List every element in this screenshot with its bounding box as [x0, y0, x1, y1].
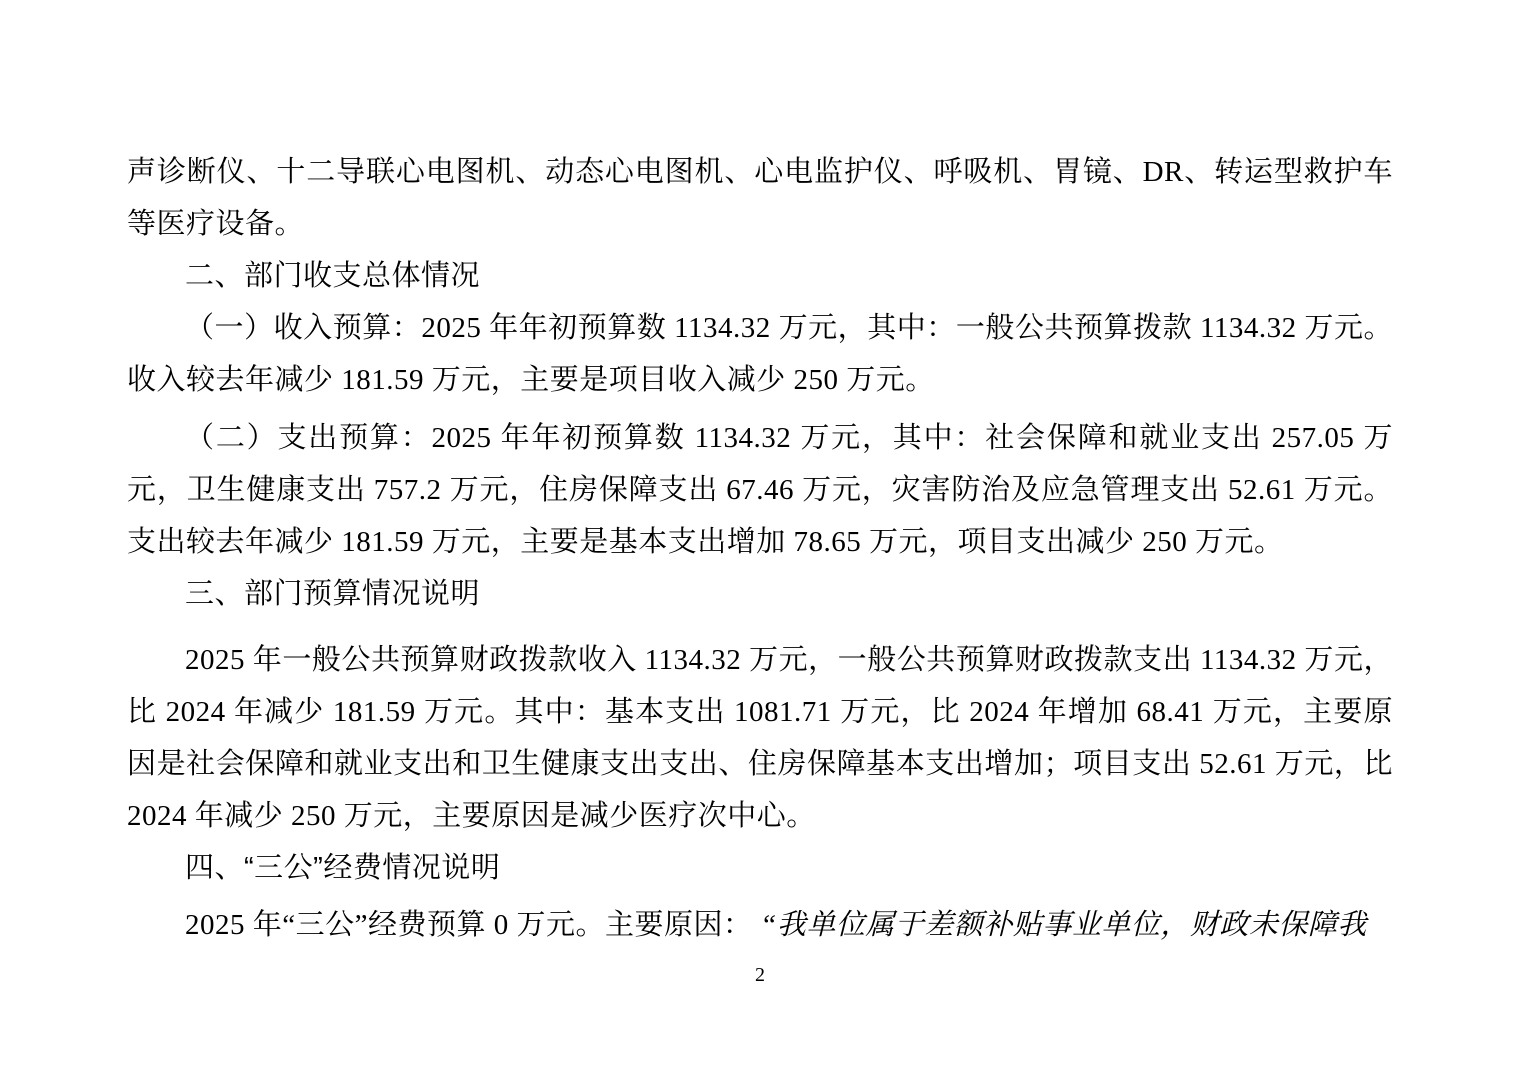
paragraph-three-public-funds	[127, 899, 1393, 951]
document-body	[127, 146, 1393, 951]
three-public-funds-quote: “我单位属于差额补贴事业单位，财政未保障我	[760, 909, 1367, 941]
paragraph-medical-equipment: 声诊断仪、十二导联心电图机、动态心电图机、心电监护仪、呼吸机、胃镜、DR、转运型救护车等医疗设备。	[127, 156, 1393, 240]
paragraph-budget-detail: 2025 年一般公共预算财政拨款收入 1134.32 万元，一般公共预算财政拨款支出 1134.32 万元，比 2024 年减少 181.59 万元。其中：基本支出 1081.71 万元，比 2024 年增加 68.41 万元，主要原因是社会保障和就业支出和卫生健康支出支出、住房保障基本支出增加；项目支出 52.61 万元，比 2024 年减少 250 万元，主要原因是减少医疗次中心。	[127, 644, 1393, 832]
three-public-funds-lead: 2025 年“三公”经费预算 0 万元。主要原因：	[185, 909, 761, 941]
section-heading-three-public-funds: 四、“三公”经费情况说明	[185, 852, 501, 884]
section-heading-revenue-expenditure-overview: 二、部门收支总体情况	[185, 260, 481, 292]
paragraph-expenditure-budget: （二）支出预算：2025 年年初预算数 1134.32 万元，其中：社会保障和就业支出 257.05 万元，卫生健康支出 757.2 万元，住房保障支出 67.46 万元，灾害防治及应急管理支出 52.61 万元。支出较去年减少 181.59 万元，主要是基本支出增加 78.65 万元，项目支出减少 250 万元。	[127, 422, 1393, 558]
section-heading-budget-explanation: 三、部门预算情况说明	[185, 578, 481, 610]
paragraph-income-budget: （一）收入预算：2025 年年初预算数 1134.32 万元，其中：一般公共预算拨款 1134.32 万元。收入较去年减少 181.59 万元，主要是项目收入减少 250 万元。	[127, 312, 1393, 396]
page-number: 2	[755, 964, 765, 986]
